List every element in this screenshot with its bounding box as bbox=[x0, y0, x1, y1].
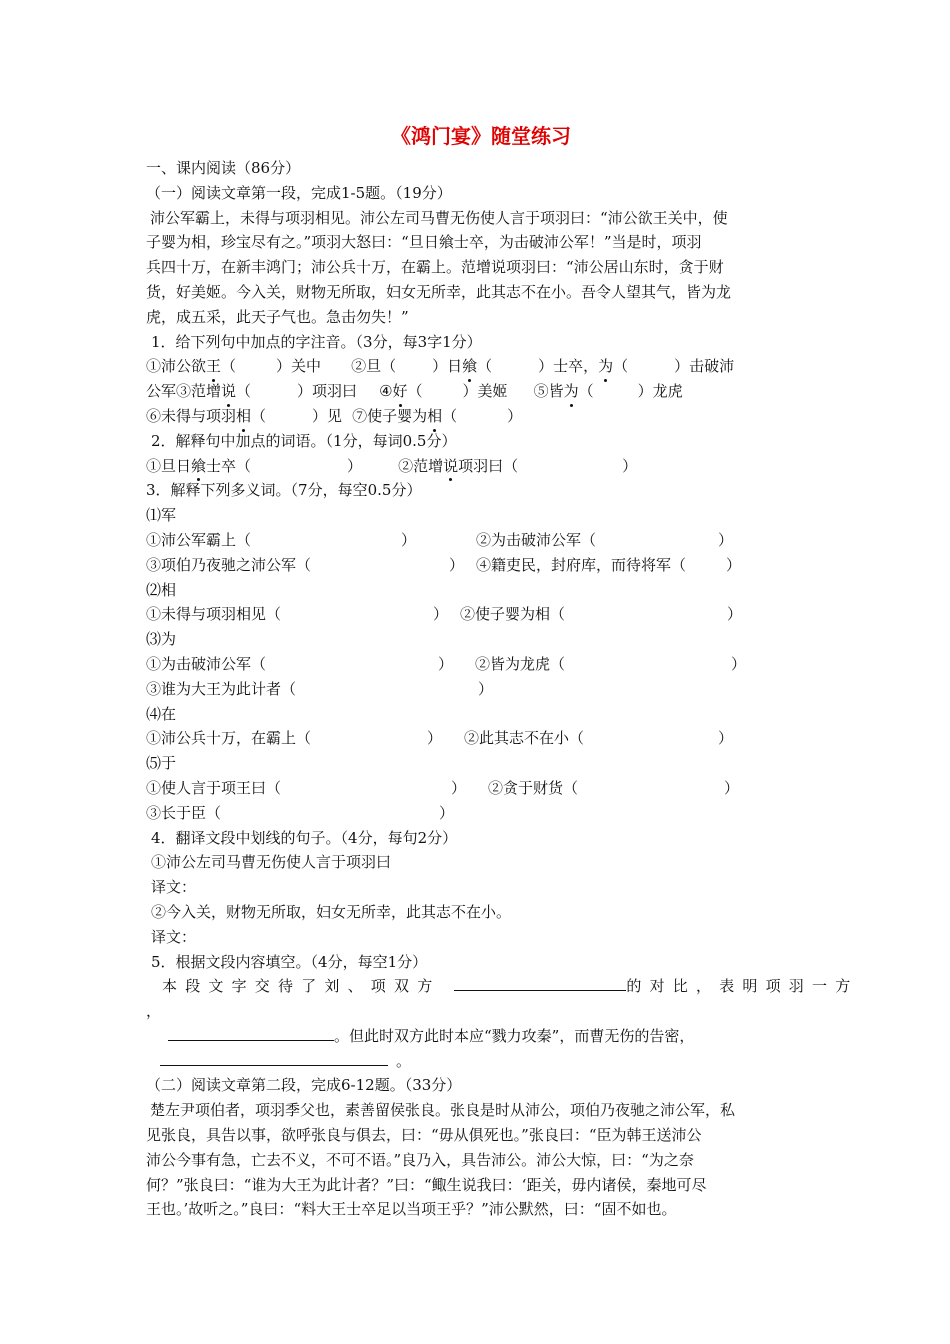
page-title: 《鸿门宴》随堂练习 bbox=[391, 124, 571, 148]
text: ） bbox=[718, 729, 734, 748]
text: ⑥未得与项羽 bbox=[146, 406, 237, 425]
dotted-char: 相 bbox=[236, 404, 251, 429]
dotted-char: 王 bbox=[206, 354, 221, 379]
passage-line: 见张良，具告以事，欲呼张良与俱去，曰：“毋从俱死也。”张良曰：“臣为韩王送沛公 bbox=[146, 1126, 702, 1145]
dotted-char: 为 bbox=[598, 354, 613, 379]
question-3-stem: 3．解释下列多义词。（7分，每空0.5分） bbox=[146, 481, 422, 500]
text: （ bbox=[407, 382, 423, 401]
text: ①沛公兵十万，在霸上（ bbox=[146, 729, 312, 748]
text: ） bbox=[433, 605, 449, 624]
text: （ bbox=[613, 357, 629, 376]
text: ）击破沛 bbox=[674, 357, 735, 376]
text: ） bbox=[427, 729, 443, 748]
text: ）日 bbox=[432, 357, 463, 376]
text: ②贪于财货（ bbox=[488, 778, 579, 797]
translation-label[interactable]: 译文： bbox=[151, 878, 197, 897]
text: ②范增 bbox=[398, 456, 444, 475]
passage-line: 虎，成五采，此天子气也。急击勿失！” bbox=[146, 307, 409, 326]
question-3-row bbox=[146, 553, 816, 578]
text: ） bbox=[726, 555, 742, 574]
question-5-row bbox=[146, 1049, 816, 1074]
question-4-sentence: ②今入关，财物无所取，妇女无所幸，此其志不在小。 bbox=[151, 902, 512, 921]
fill-in-line[interactable] bbox=[454, 974, 626, 991]
passage-line: 楚左尹项伯者，项羽季父也，素善留侯张良。张良是时从沛公，项伯乃夜驰之沛公军，私 bbox=[150, 1101, 736, 1120]
text: 。 bbox=[396, 1051, 412, 1070]
question-1-row bbox=[146, 379, 816, 404]
passage-line: 子婴为相，珍宝尽有之。”项羽大怒曰：“旦日飨士卒，为击破沛公军！”当是时，项羽 bbox=[146, 233, 702, 252]
text: ②此其志不在小（ bbox=[464, 729, 585, 748]
text: ④籍吏民，封府库，而待将军（ bbox=[476, 555, 687, 574]
text: ①旦日 bbox=[146, 456, 192, 475]
text: ②皆为龙虎（ bbox=[475, 654, 566, 673]
passage-line: 沛公今事有急，亡去不义，不可不语。”良乃入，具告沛公。沛公大惊，曰：“为之奈 bbox=[146, 1150, 694, 1169]
passage-line: 货，好美姬。今入关，财物无所取，妇女无所幸，此其志不在小。吾令人望其气，皆为龙 bbox=[146, 282, 732, 301]
group-label: ⑶为 bbox=[146, 630, 177, 649]
question-4-stem: 4．翻译文段中划线的句子。（4分，每句2分） bbox=[151, 828, 458, 847]
group-label: ⑸于 bbox=[146, 754, 177, 773]
text: ④ bbox=[379, 382, 393, 401]
text: ） bbox=[724, 778, 740, 797]
question-5-row bbox=[146, 1024, 816, 1049]
text: （ bbox=[221, 357, 237, 376]
text: ） bbox=[727, 605, 743, 624]
text: （ bbox=[236, 382, 252, 401]
passage-line: 王也。’故听之。”良曰：“料大王士卒足以当项王乎？”沛公默然，曰：“固不如也。 bbox=[146, 1200, 677, 1219]
text: ①沛公欲 bbox=[146, 357, 207, 376]
question-1-row bbox=[146, 354, 816, 379]
text: ②为击破沛公军（ bbox=[476, 530, 597, 549]
worksheet-page bbox=[146, 118, 859, 1222]
group-label: ⑵相 bbox=[146, 580, 177, 599]
text: 本段文字交待了刘、项双方 bbox=[162, 977, 441, 996]
text: 公军③范增 bbox=[146, 382, 222, 401]
part1-heading: （一）阅读文章第一段，完成1-5题。（19分） bbox=[146, 183, 452, 202]
section-heading: 一、课内阅读（86分） bbox=[146, 159, 301, 177]
text: ①未得与项羽相见（ bbox=[146, 605, 282, 624]
text: ③长于臣（ bbox=[146, 803, 222, 822]
question-3-row bbox=[146, 776, 816, 801]
text: 的对比，表明项羽一方 bbox=[626, 977, 859, 996]
question-3-row bbox=[146, 677, 816, 702]
question-2-stem: 2．解释句中加点的词语。（1分，每词0.5分） bbox=[151, 431, 457, 450]
text: ） bbox=[718, 530, 734, 549]
translation-label[interactable]: 译文： bbox=[151, 927, 197, 946]
text: （ bbox=[251, 406, 267, 425]
text: ）见 bbox=[312, 406, 343, 425]
dotted-char: 说 bbox=[221, 379, 236, 404]
text: ） bbox=[507, 406, 523, 425]
question-3-row bbox=[146, 652, 816, 677]
question-5-stem: 5．根据文段内容填空。（4分，每空1分） bbox=[151, 952, 428, 971]
text: ） bbox=[439, 803, 455, 822]
text: ③项伯乃夜驰之沛公军（ bbox=[146, 555, 312, 574]
dotted-char: 飨 bbox=[191, 454, 206, 479]
text: ） bbox=[449, 555, 465, 574]
text: ①沛公军霸上（ bbox=[146, 530, 252, 549]
text: ） bbox=[347, 456, 363, 475]
question-3-row bbox=[146, 801, 816, 826]
text: （ bbox=[442, 406, 458, 425]
text: ）关中 bbox=[276, 357, 322, 376]
text: ） bbox=[731, 654, 747, 673]
text: 项羽曰（ bbox=[458, 456, 519, 475]
part2-heading: （二）阅读文章第二段，完成6-12题。（33分） bbox=[146, 1076, 462, 1095]
passage-2 bbox=[146, 1098, 816, 1222]
fill-in-line[interactable] bbox=[160, 1049, 388, 1066]
passage-line: 沛公军霸上，未得与项羽相见。沛公左司马曹无伤使人言于项羽曰：“沛公欲王关中，使 bbox=[150, 208, 728, 227]
question-3-row bbox=[146, 726, 816, 751]
passage-line: 何？”张良曰：“谁为大王为此计者？”曰：“鲰生说我曰：‘距关，毋内诸侯，秦地可尽 bbox=[146, 1175, 707, 1194]
text: 士卒（ bbox=[206, 456, 252, 475]
text: ） bbox=[622, 456, 638, 475]
group-label: ⑴军 bbox=[146, 506, 177, 525]
dotted-char: 为 bbox=[564, 379, 579, 404]
question-4-sentence: ①沛公左司马曹无伤使人言于项羽曰 bbox=[151, 853, 392, 872]
group-label: ⑷在 bbox=[146, 704, 177, 723]
text: ） bbox=[451, 778, 467, 797]
question-3-row bbox=[146, 602, 816, 627]
text: ②使子婴为相（ bbox=[460, 605, 566, 624]
text: ①使人言于项王曰（ bbox=[146, 778, 282, 797]
question-5-row: ， bbox=[146, 1002, 162, 1021]
text: ）项羽曰 bbox=[297, 382, 358, 401]
text: ） bbox=[438, 654, 454, 673]
text: ） bbox=[478, 679, 494, 698]
question-5-row bbox=[146, 974, 859, 999]
text: ） bbox=[401, 530, 417, 549]
text: ③谁为大王为此计者（ bbox=[146, 679, 297, 698]
fill-in-line[interactable] bbox=[168, 1024, 334, 1041]
dotted-char: 说 bbox=[443, 454, 458, 479]
question-1-row bbox=[146, 404, 816, 429]
text: （ bbox=[477, 357, 493, 376]
text: ）士卒， bbox=[538, 357, 599, 376]
text: ②旦（ bbox=[351, 357, 397, 376]
text: ⑦使子婴为 bbox=[352, 406, 428, 425]
question-2-row bbox=[146, 454, 816, 479]
question-3-row bbox=[146, 528, 816, 553]
text: （ bbox=[578, 382, 594, 401]
text: ①为击破沛公军（ bbox=[146, 654, 267, 673]
dotted-char: 相 bbox=[427, 404, 442, 429]
dotted-char: 好 bbox=[393, 379, 408, 404]
text: ）美姬 bbox=[462, 382, 508, 401]
text: ）龙虎 bbox=[637, 382, 683, 401]
passage-1 bbox=[146, 206, 816, 330]
dotted-char: 飨 bbox=[462, 354, 477, 379]
passage-line: 兵四十万，在新丰鸿门；沛公兵十万，在霸上。范增说项羽曰：“沛公居山东时，贪于财 bbox=[146, 258, 724, 277]
question-1-stem: 1．给下列句中加点的字注音。（3分，每3字1分） bbox=[151, 332, 482, 351]
text: 。但此时双方此时本应“戮力攻秦”，而曹无伤的告密， bbox=[334, 1026, 695, 1045]
text: ⑤皆 bbox=[533, 382, 564, 401]
